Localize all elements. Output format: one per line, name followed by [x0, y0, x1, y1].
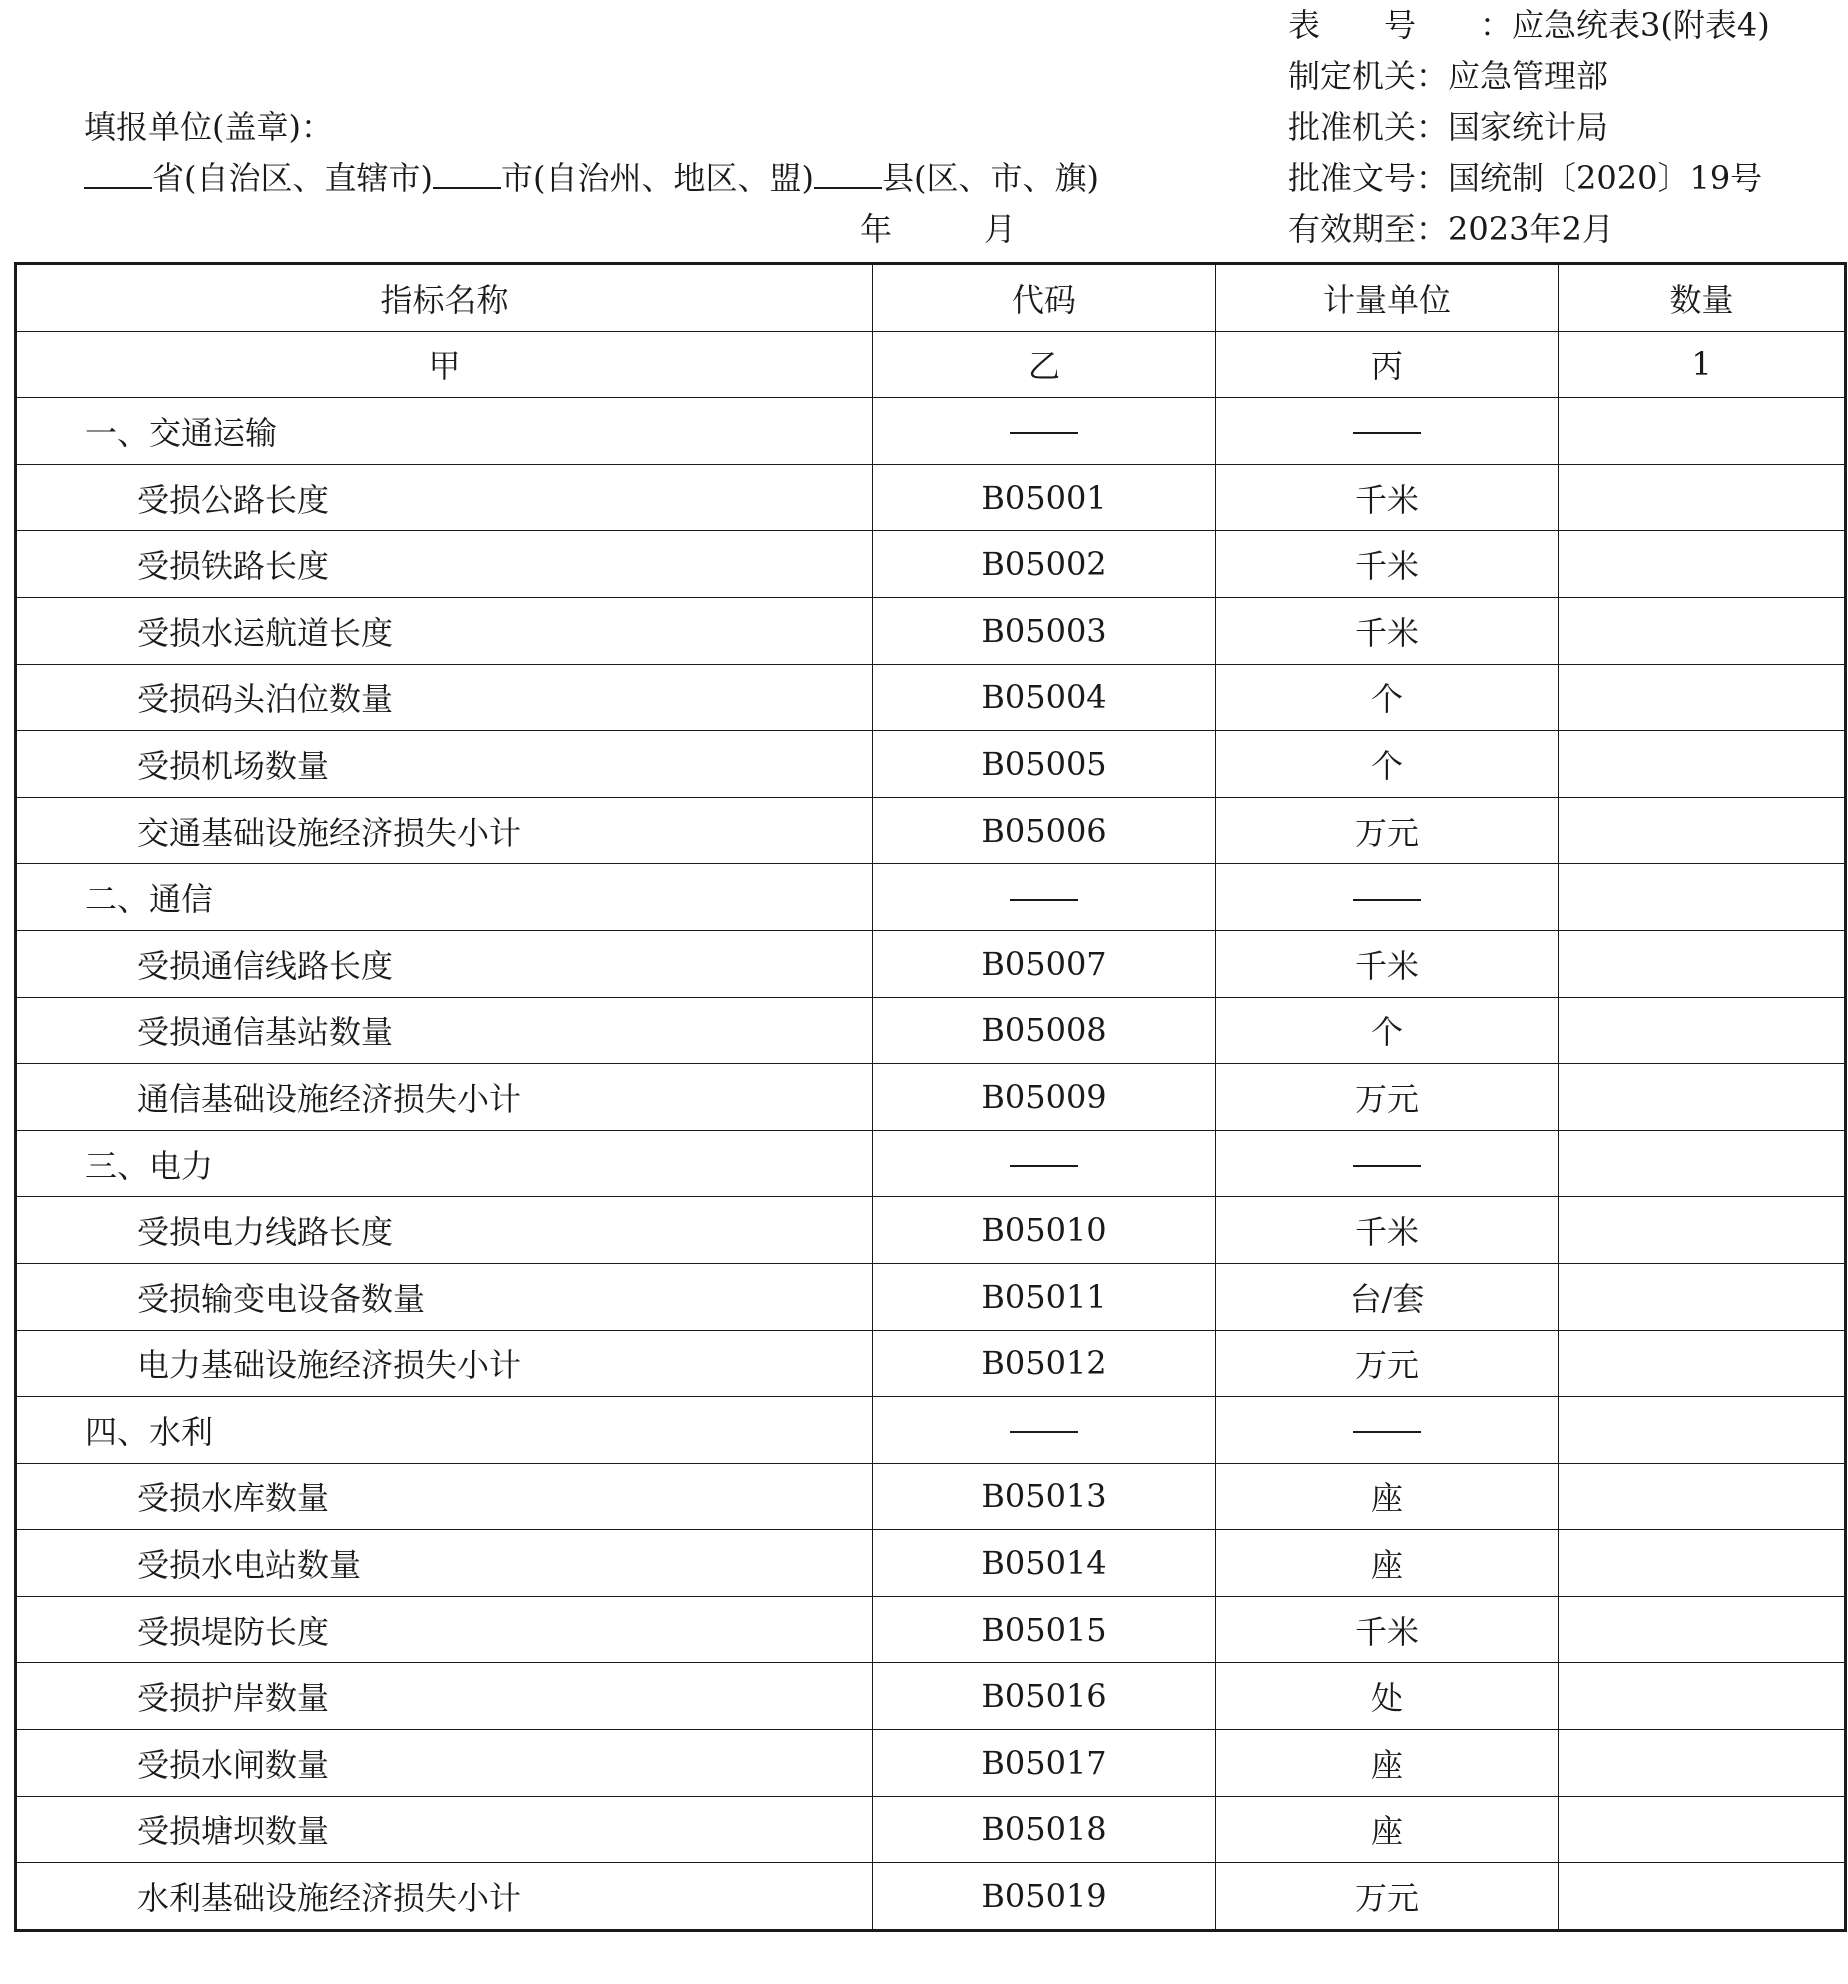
indicator-unit: 座 — [1216, 1463, 1559, 1530]
indicator-unit: 千米 — [1216, 1197, 1559, 1264]
valid-until-label: 有效期至 — [1288, 210, 1417, 248]
quantity-cell[interactable] — [1559, 997, 1846, 1064]
form-header — [0, 0, 1848, 262]
table-number-value: ：应急统表3(附表4) — [1480, 6, 1770, 44]
indicator-name: 受损塘坝数量 — [16, 1796, 873, 1863]
header-quantity: 数量 — [1559, 264, 1846, 332]
county-label: 县(区、市、旗) — [881, 159, 1099, 197]
table-row — [16, 464, 1846, 531]
table-row — [16, 1663, 1846, 1730]
unit-dash — [1216, 864, 1559, 931]
dash-mark — [1010, 1431, 1078, 1433]
section-row — [16, 864, 1846, 931]
reporting-unit-region — [84, 153, 1099, 204]
table-row — [16, 797, 1846, 864]
table-body — [16, 398, 1846, 1931]
quantity-cell[interactable] — [1559, 1596, 1846, 1663]
section-row — [16, 398, 1846, 465]
reporting-unit-block — [84, 102, 1099, 204]
indicator-unit: 万元 — [1216, 1064, 1559, 1131]
code-dash — [873, 1397, 1216, 1464]
indicator-code: B05019 — [873, 1863, 1216, 1931]
indicator-code: B05017 — [873, 1730, 1216, 1797]
approval-doc-line — [1288, 153, 1770, 204]
report-period — [860, 204, 1016, 255]
quantity-cell[interactable] — [1559, 1463, 1846, 1530]
county-blank[interactable] — [814, 153, 882, 189]
indicator-code: B05002 — [873, 531, 1216, 598]
indicator-name: 受损堤防长度 — [16, 1596, 873, 1663]
table-row — [16, 1796, 1846, 1863]
reporting-unit-label: 填报单位(盖章)： — [84, 108, 333, 146]
indicator-name: 受损通信基站数量 — [16, 997, 873, 1064]
indicator-unit: 个 — [1216, 664, 1559, 731]
indicator-unit: 千米 — [1216, 597, 1559, 664]
indicator-unit: 万元 — [1216, 1863, 1559, 1931]
section-row — [16, 1397, 1846, 1464]
indicator-code: B05008 — [873, 997, 1216, 1064]
indicator-name: 受损通信线路长度 — [16, 930, 873, 997]
table-row — [16, 1064, 1846, 1131]
quantity-cell — [1559, 1397, 1846, 1464]
indicator-unit: 千米 — [1216, 464, 1559, 531]
table-number-label: 表号 — [1288, 6, 1481, 44]
indicator-name: 受损水电站数量 — [16, 1530, 873, 1597]
table-row — [16, 664, 1846, 731]
dash-mark — [1010, 899, 1078, 901]
approver-line — [1288, 102, 1770, 153]
marker-unit: 丙 — [1216, 331, 1559, 398]
table-row — [16, 1330, 1846, 1397]
indicator-unit: 千米 — [1216, 531, 1559, 598]
quantity-cell[interactable] — [1559, 664, 1846, 731]
dash-mark — [1353, 1165, 1421, 1167]
quantity-cell[interactable] — [1559, 1197, 1846, 1264]
unit-dash — [1216, 1397, 1559, 1464]
table-row — [16, 1730, 1846, 1797]
indicator-code: B05018 — [873, 1796, 1216, 1863]
province-label: 省(自治区、直辖市) — [152, 159, 433, 197]
table-row — [16, 1197, 1846, 1264]
indicator-unit: 万元 — [1216, 797, 1559, 864]
quantity-cell — [1559, 398, 1846, 465]
indicator-unit: 处 — [1216, 1663, 1559, 1730]
approval-doc-label: 批准文号 — [1288, 159, 1417, 197]
quantity-cell[interactable] — [1559, 597, 1846, 664]
section-title: 三、电力 — [16, 1130, 873, 1197]
quantity-cell[interactable] — [1559, 930, 1846, 997]
province-blank[interactable] — [84, 153, 152, 189]
indicator-code: B05011 — [873, 1263, 1216, 1330]
quantity-cell[interactable] — [1559, 1330, 1846, 1397]
quantity-cell[interactable] — [1559, 731, 1846, 798]
indicator-unit: 个 — [1216, 997, 1559, 1064]
quantity-cell[interactable] — [1559, 1863, 1846, 1931]
form-metadata — [1288, 0, 1770, 255]
quantity-cell[interactable] — [1559, 531, 1846, 598]
table-row — [16, 1530, 1846, 1597]
column-marker-row — [16, 331, 1846, 398]
indicator-unit: 座 — [1216, 1796, 1559, 1863]
indicator-name: 水利基础设施经济损失小计 — [16, 1863, 873, 1931]
indicator-name: 受损电力线路长度 — [16, 1197, 873, 1264]
quantity-cell[interactable] — [1559, 1663, 1846, 1730]
indicator-name: 受损水运航道长度 — [16, 597, 873, 664]
indicator-code: B05006 — [873, 797, 1216, 864]
indicator-name: 受损铁路长度 — [16, 531, 873, 598]
indicator-unit: 台/套 — [1216, 1263, 1559, 1330]
year-label: 年 — [860, 210, 893, 248]
indicator-code: B05004 — [873, 664, 1216, 731]
dash-mark — [1353, 899, 1421, 901]
marker-name: 甲 — [16, 331, 873, 398]
unit-dash — [1216, 1130, 1559, 1197]
quantity-cell[interactable] — [1559, 1796, 1846, 1863]
quantity-cell[interactable] — [1559, 1263, 1846, 1330]
indicator-name: 受损公路长度 — [16, 464, 873, 531]
indicator-unit: 座 — [1216, 1730, 1559, 1797]
agency-line — [1288, 51, 1770, 102]
table-row — [16, 731, 1846, 798]
table-row — [16, 930, 1846, 997]
section-title: 一、交通运输 — [16, 398, 873, 465]
marker-code: 乙 — [873, 331, 1216, 398]
quantity-cell — [1559, 1130, 1846, 1197]
section-row — [16, 1130, 1846, 1197]
indicator-name: 电力基础设施经济损失小计 — [16, 1330, 873, 1397]
table-header-row — [16, 264, 1846, 332]
header-indicator-name: 指标名称 — [16, 264, 873, 332]
section-title: 二、通信 — [16, 864, 873, 931]
table-row — [16, 1596, 1846, 1663]
indicator-name: 通信基础设施经济损失小计 — [16, 1064, 873, 1131]
header-unit: 计量单位 — [1216, 264, 1559, 332]
indicator-unit: 千米 — [1216, 1596, 1559, 1663]
quantity-cell[interactable] — [1559, 464, 1846, 531]
statistics-table-wrapper — [14, 262, 1844, 1932]
table-row — [16, 1263, 1846, 1330]
table-number-line — [1288, 0, 1770, 51]
table-row — [16, 997, 1846, 1064]
indicator-name: 受损水库数量 — [16, 1463, 873, 1530]
approver-label: 批准机关 — [1288, 108, 1417, 146]
approver-value: ：国家统计局 — [1416, 108, 1609, 146]
indicator-name: 受损护岸数量 — [16, 1663, 873, 1730]
code-dash — [873, 398, 1216, 465]
dash-mark — [1353, 1431, 1421, 1433]
valid-until-line — [1288, 204, 1770, 255]
indicator-code: B05016 — [873, 1663, 1216, 1730]
dash-mark — [1010, 432, 1078, 434]
agency-label: 制定机关 — [1288, 57, 1417, 95]
approval-doc-value: ：国统制〔2020〕19号 — [1416, 159, 1763, 197]
indicator-code: B05010 — [873, 1197, 1216, 1264]
unit-dash — [1216, 398, 1559, 465]
indicator-code: B05005 — [873, 731, 1216, 798]
indicator-name: 交通基础设施经济损失小计 — [16, 797, 873, 864]
indicator-name: 受损机场数量 — [16, 731, 873, 798]
table-row — [16, 531, 1846, 598]
dash-mark — [1010, 1165, 1078, 1167]
indicator-name: 受损输变电设备数量 — [16, 1263, 873, 1330]
indicator-code: B05009 — [873, 1064, 1216, 1131]
quantity-cell[interactable] — [1559, 1530, 1846, 1597]
section-title: 四、水利 — [16, 1397, 873, 1464]
indicator-code: B05003 — [873, 597, 1216, 664]
indicator-code: B05013 — [873, 1463, 1216, 1530]
table-row — [16, 597, 1846, 664]
indicator-name: 受损码头泊位数量 — [16, 664, 873, 731]
indicator-code: B05015 — [873, 1596, 1216, 1663]
city-blank[interactable] — [433, 153, 501, 189]
valid-until-value: ：2023年2月 — [1416, 210, 1614, 248]
indicator-code: B05014 — [873, 1530, 1216, 1597]
quantity-cell[interactable] — [1559, 1064, 1846, 1131]
indicator-code: B05007 — [873, 930, 1216, 997]
indicator-unit: 万元 — [1216, 1330, 1559, 1397]
dash-mark — [1353, 432, 1421, 434]
indicator-code: B05012 — [873, 1330, 1216, 1397]
code-dash — [873, 864, 1216, 931]
indicator-code: B05001 — [873, 464, 1216, 531]
indicator-unit: 千米 — [1216, 930, 1559, 997]
table-row — [16, 1863, 1846, 1931]
quantity-cell[interactable] — [1559, 1730, 1846, 1797]
statistics-table — [14, 262, 1847, 1932]
quantity-cell — [1559, 864, 1846, 931]
month-label: 月 — [984, 210, 1017, 248]
indicator-unit: 个 — [1216, 731, 1559, 798]
agency-value: ：应急管理部 — [1416, 57, 1609, 95]
marker-quantity: 1 — [1559, 331, 1846, 398]
city-label: 市(自治州、地区、盟) — [500, 159, 814, 197]
header-code: 代码 — [873, 264, 1216, 332]
quantity-cell[interactable] — [1559, 797, 1846, 864]
indicator-unit: 座 — [1216, 1530, 1559, 1597]
code-dash — [873, 1130, 1216, 1197]
table-row — [16, 1463, 1846, 1530]
indicator-name: 受损水闸数量 — [16, 1730, 873, 1797]
